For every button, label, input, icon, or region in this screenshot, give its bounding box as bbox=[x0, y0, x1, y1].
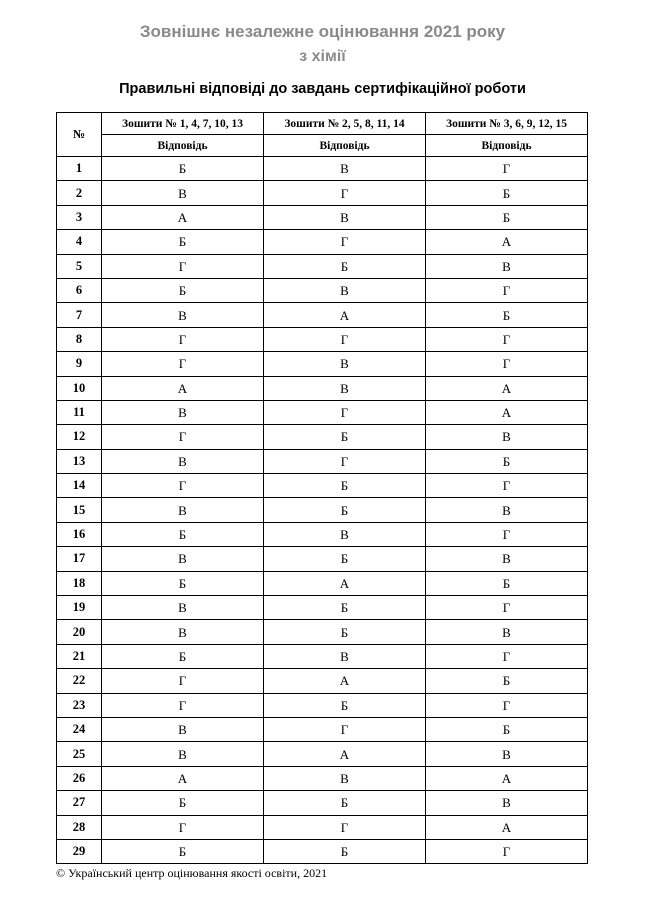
table-row bbox=[57, 449, 588, 473]
task-number: 6 bbox=[57, 278, 102, 302]
answer-cell-group-3: Г bbox=[426, 839, 588, 863]
task-number: 14 bbox=[57, 474, 102, 498]
task-number: 25 bbox=[57, 742, 102, 766]
answer-cell-group-2: Г bbox=[264, 449, 426, 473]
task-number: 21 bbox=[57, 644, 102, 668]
task-number: 23 bbox=[57, 693, 102, 717]
answer-cell-group-3: Г bbox=[426, 278, 588, 302]
answer-cell-group-2: В bbox=[264, 376, 426, 400]
answer-cell-group-3: Г bbox=[426, 474, 588, 498]
task-number: 26 bbox=[57, 766, 102, 790]
task-number: 11 bbox=[57, 400, 102, 424]
answer-cell-group-3: Г bbox=[426, 522, 588, 546]
task-number: 13 bbox=[57, 449, 102, 473]
answer-cell-group-2: А bbox=[264, 571, 426, 595]
table-row bbox=[57, 717, 588, 741]
answer-cell-group-3: Б bbox=[426, 181, 588, 205]
task-number: 24 bbox=[57, 717, 102, 741]
table-row bbox=[57, 181, 588, 205]
answer-cell-group-1: В bbox=[102, 596, 264, 620]
answer-cell-group-3: В bbox=[426, 425, 588, 449]
answer-cell-group-2: А bbox=[264, 742, 426, 766]
answer-cell-group-2: Б bbox=[264, 620, 426, 644]
page-subtitle: Правильні відповіді до завдань сертифікаційної роботи bbox=[119, 81, 526, 97]
task-number: 22 bbox=[57, 669, 102, 693]
table-row bbox=[57, 205, 588, 229]
answer-cell-group-3: Г bbox=[426, 596, 588, 620]
answer-cell-group-2: Б bbox=[264, 791, 426, 815]
table-row bbox=[57, 474, 588, 498]
group-header-3: Зошити № 3, 6, 9, 12, 15 bbox=[426, 113, 588, 135]
task-number: 8 bbox=[57, 327, 102, 351]
table-row bbox=[57, 644, 588, 668]
answer-cell-group-3: В bbox=[426, 742, 588, 766]
answer-cell-group-1: Г bbox=[102, 474, 264, 498]
answers-table-body bbox=[57, 157, 588, 864]
answer-cell-group-1: Б bbox=[102, 791, 264, 815]
answer-cell-group-2: Б bbox=[264, 693, 426, 717]
answer-cell-group-2: Г bbox=[264, 717, 426, 741]
task-number: 20 bbox=[57, 620, 102, 644]
answer-cell-group-3: Б bbox=[426, 669, 588, 693]
table-row bbox=[57, 766, 588, 790]
table-row bbox=[57, 742, 588, 766]
answer-cell-group-2: А bbox=[264, 669, 426, 693]
answer-cell-group-3: В bbox=[426, 547, 588, 571]
answer-cell-group-2: Б bbox=[264, 547, 426, 571]
answer-cell-group-1: Г bbox=[102, 425, 264, 449]
task-number: 7 bbox=[57, 303, 102, 327]
answer-cell-group-3: В bbox=[426, 620, 588, 644]
answer-cell-group-1: Г bbox=[102, 352, 264, 376]
table-row bbox=[57, 157, 588, 181]
task-number: 2 bbox=[57, 181, 102, 205]
answer-subheader-2: Відповідь bbox=[264, 135, 426, 157]
answer-cell-group-2: Б bbox=[264, 498, 426, 522]
answer-cell-group-3: В bbox=[426, 498, 588, 522]
answers-table-header bbox=[57, 113, 588, 157]
table-row bbox=[57, 596, 588, 620]
task-number: 17 bbox=[57, 547, 102, 571]
table-row bbox=[57, 522, 588, 546]
answer-cell-group-2: Б bbox=[264, 425, 426, 449]
table-row bbox=[57, 547, 588, 571]
group-header-2: Зошити № 2, 5, 8, 11, 14 bbox=[264, 113, 426, 135]
task-number: 4 bbox=[57, 230, 102, 254]
answer-cell-group-2: В bbox=[264, 352, 426, 376]
answer-cell-group-1: А bbox=[102, 205, 264, 229]
answer-cell-group-1: Б bbox=[102, 571, 264, 595]
answer-cell-group-2: В bbox=[264, 278, 426, 302]
answer-cell-group-2: А bbox=[264, 303, 426, 327]
answer-cell-group-1: А bbox=[102, 376, 264, 400]
answer-cell-group-1: В bbox=[102, 498, 264, 522]
answer-cell-group-1: Б bbox=[102, 839, 264, 863]
table-row bbox=[57, 498, 588, 522]
answer-cell-group-1: В bbox=[102, 717, 264, 741]
table-row bbox=[57, 400, 588, 424]
answer-cell-group-1: В bbox=[102, 400, 264, 424]
answer-cell-group-1: Г bbox=[102, 693, 264, 717]
answer-cell-group-2: Б bbox=[264, 254, 426, 278]
answer-cell-group-2: В bbox=[264, 522, 426, 546]
table-row bbox=[57, 839, 588, 863]
answer-cell-group-1: Г bbox=[102, 815, 264, 839]
task-number: 18 bbox=[57, 571, 102, 595]
table-row bbox=[57, 254, 588, 278]
answer-cell-group-2: В bbox=[264, 205, 426, 229]
answer-cell-group-3: Б bbox=[426, 449, 588, 473]
page-title-subject: з хімії bbox=[299, 48, 346, 65]
answer-cell-group-1: Б bbox=[102, 644, 264, 668]
answer-cell-group-2: Г bbox=[264, 230, 426, 254]
table-row bbox=[57, 669, 588, 693]
answer-cell-group-1: Б bbox=[102, 522, 264, 546]
answer-cell-group-1: В bbox=[102, 742, 264, 766]
answer-cell-group-3: Г bbox=[426, 157, 588, 181]
answer-cell-group-2: В bbox=[264, 644, 426, 668]
copyright-footer: © Український центр оцінювання якості освіти, 2021 bbox=[56, 866, 328, 880]
answer-cell-group-3: Б bbox=[426, 571, 588, 595]
answer-cell-group-2: Б bbox=[264, 596, 426, 620]
task-number: 12 bbox=[57, 425, 102, 449]
answer-cell-group-3: А bbox=[426, 230, 588, 254]
table-row bbox=[57, 230, 588, 254]
answer-cell-group-2: Б bbox=[264, 474, 426, 498]
table-row bbox=[57, 352, 588, 376]
page-title: Зовнішнє незалежне оцінювання 2021 року bbox=[139, 22, 506, 41]
answer-cell-group-2: Б bbox=[264, 839, 426, 863]
answer-cell-group-3: В bbox=[426, 791, 588, 815]
answer-cell-group-1: В bbox=[102, 547, 264, 571]
task-number: 27 bbox=[57, 791, 102, 815]
answer-cell-group-1: Г bbox=[102, 669, 264, 693]
table-row bbox=[57, 620, 588, 644]
answer-cell-group-3: Б bbox=[426, 303, 588, 327]
answer-cell-group-3: А bbox=[426, 400, 588, 424]
answer-cell-group-1: Б bbox=[102, 278, 264, 302]
answer-cell-group-3: А bbox=[426, 376, 588, 400]
answer-cell-group-3: Г bbox=[426, 352, 588, 376]
answer-cell-group-1: В bbox=[102, 303, 264, 327]
answer-cell-group-2: Г bbox=[264, 400, 426, 424]
answer-cell-group-1: Б bbox=[102, 157, 264, 181]
answer-cell-group-1: В bbox=[102, 620, 264, 644]
task-number: 1 bbox=[57, 157, 102, 181]
answer-cell-group-3: Б bbox=[426, 205, 588, 229]
task-number: 16 bbox=[57, 522, 102, 546]
answer-cell-group-3: В bbox=[426, 254, 588, 278]
answer-cell-group-3: Г bbox=[426, 327, 588, 351]
answer-cell-group-1: Г bbox=[102, 327, 264, 351]
task-number: 9 bbox=[57, 352, 102, 376]
answer-subheader-1: Відповідь bbox=[102, 135, 264, 157]
task-number: 29 bbox=[57, 839, 102, 863]
answers-table bbox=[56, 112, 588, 864]
answer-cell-group-2: Г bbox=[264, 181, 426, 205]
task-number: 28 bbox=[57, 815, 102, 839]
answer-cell-group-1: Б bbox=[102, 230, 264, 254]
table-row bbox=[57, 327, 588, 351]
table-row bbox=[57, 791, 588, 815]
answer-cell-group-3: А bbox=[426, 815, 588, 839]
table-row bbox=[57, 425, 588, 449]
answer-cell-group-1: В bbox=[102, 449, 264, 473]
task-number: 10 bbox=[57, 376, 102, 400]
answer-cell-group-3: А bbox=[426, 766, 588, 790]
answer-cell-group-2: В bbox=[264, 766, 426, 790]
table-row bbox=[57, 376, 588, 400]
task-number: 5 bbox=[57, 254, 102, 278]
table-row bbox=[57, 693, 588, 717]
answer-cell-group-2: В bbox=[264, 157, 426, 181]
task-number: 19 bbox=[57, 596, 102, 620]
answer-cell-group-3: Г bbox=[426, 644, 588, 668]
table-row bbox=[57, 278, 588, 302]
answer-cell-group-3: Б bbox=[426, 717, 588, 741]
answer-subheader-3: Відповідь bbox=[426, 135, 588, 157]
table-row bbox=[57, 571, 588, 595]
table-row bbox=[57, 303, 588, 327]
answer-cell-group-2: Г bbox=[264, 327, 426, 351]
table-row bbox=[57, 815, 588, 839]
answer-cell-group-1: В bbox=[102, 181, 264, 205]
answer-cell-group-1: Г bbox=[102, 254, 264, 278]
group-header-1: Зошити № 1, 4, 7, 10, 13 bbox=[102, 113, 264, 135]
task-number: 15 bbox=[57, 498, 102, 522]
answer-cell-group-2: Г bbox=[264, 815, 426, 839]
number-column-header: № bbox=[57, 113, 102, 157]
answer-cell-group-3: Г bbox=[426, 693, 588, 717]
task-number: 3 bbox=[57, 205, 102, 229]
answer-cell-group-1: А bbox=[102, 766, 264, 790]
